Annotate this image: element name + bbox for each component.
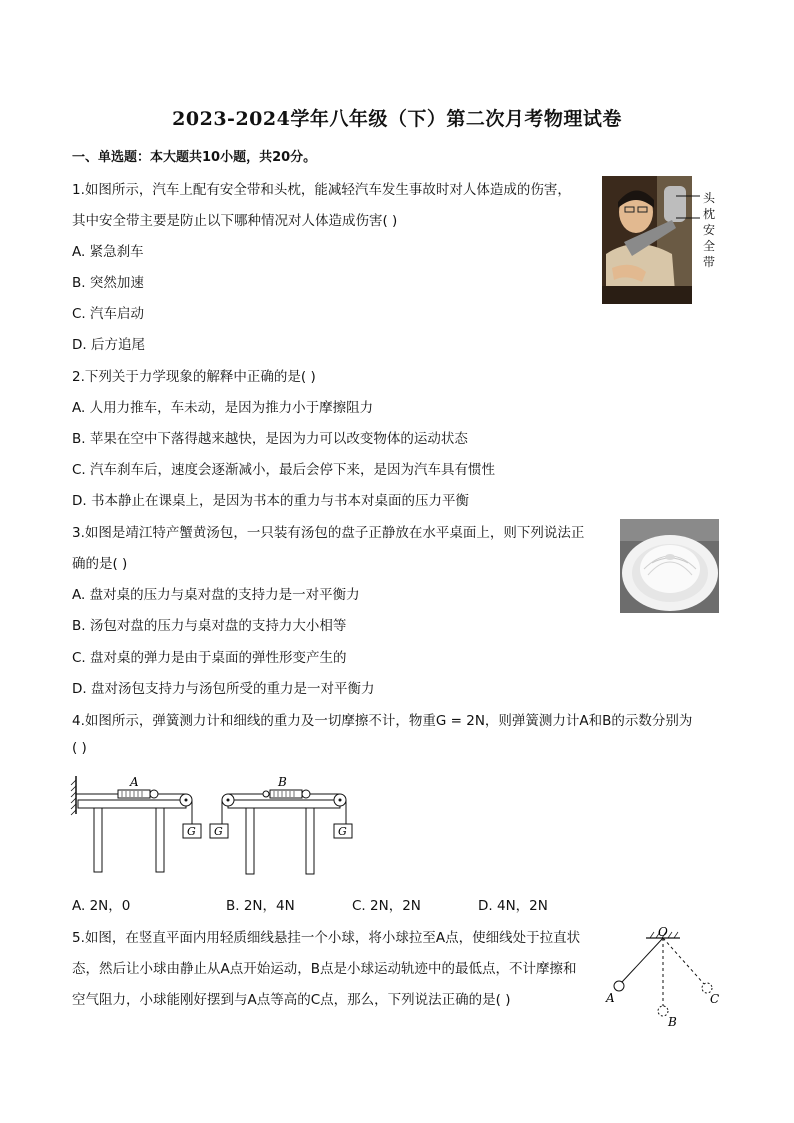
q1-stem-line2: 其中安全带主要是防止以下哪种情况对人体造成伤害( ): [72, 213, 398, 229]
q3-stem-line2: 确的是( ): [72, 556, 128, 572]
q4-option-a: A. 2N，0: [72, 898, 131, 914]
q3-option-a: A. 盘对桌的压力与桌对盘的支持力是一对平衡力: [72, 587, 360, 603]
q1-option-a: A. 紧急刹车: [72, 244, 144, 260]
weight-label-mid: G: [214, 825, 223, 838]
label-tou: 头: [703, 191, 716, 205]
q2-option-d: D. 书本静止在课桌上，是因为书本的重力与书本对桌面的压力平衡: [72, 493, 469, 509]
q5-stem-line3: 空气阻力，小球能刚好摆到与A点等高的C点，那么，下列说法正确的是( ): [72, 992, 511, 1008]
label-zhen: 枕: [703, 207, 716, 221]
q4-stem-line2: ( ): [72, 740, 87, 756]
q2-option-b: B. 苹果在空中下落得越来越快，是因为力可以改变物体的运动状态: [72, 431, 468, 447]
label-an: 安: [703, 223, 716, 237]
section-heading: 一、单选题：本大题共10小题，共20分。: [72, 150, 317, 165]
q5-stem-line2: 态，然后让小球由静止从A点开始运动，B点是小球运动轨迹中的最低点，不计摩擦和: [72, 961, 577, 977]
q1-option-b: B. 突然加速: [72, 275, 144, 291]
q1-option-d: D. 后方追尾: [72, 337, 145, 353]
q3-stem-line1: 3.如图是靖江特产蟹黄汤包，一只装有汤包的盘子正静放在水平桌面上，则下列说法正: [72, 525, 585, 541]
weight-label-left: G: [187, 825, 196, 838]
q4-stem-line1: 4.如图所示，弹簧测力计和细线的重力及一切摩擦不计，物重G = 2N，则弹簧测力计A和B的示数分别为: [72, 713, 693, 729]
q1-stem-line1: 1.如图所示，汽车上配有安全带和头枕，能减轻汽车发生事故时对人体造成的伤害，: [72, 182, 571, 198]
weight-label-right: G: [338, 825, 347, 838]
q3-option-d: D. 盘对汤包支持力与汤包所受的重力是一对平衡力: [72, 681, 375, 697]
q1-figure-labels: [703, 190, 717, 270]
point-label-c: C: [710, 992, 720, 1006]
q2-option-c: C. 汽车刹车后，速度会逐渐减小，最后会停下来，是因为汽车具有惯性: [72, 462, 496, 478]
q5-stem-line1: 5.如图，在竖直平面内用轻质细线悬挂一个小球，将小球拉至A点，使细线处于拉直状: [72, 930, 581, 946]
point-label-o: O: [658, 925, 668, 939]
label-dai: 带: [703, 255, 716, 269]
q3-option-b: B. 汤包对盘的压力与桌对盘的支持力大小相等: [72, 618, 347, 634]
q4-option-d: D. 4N，2N: [478, 898, 548, 914]
soup-dumpling-photo: [620, 519, 719, 613]
spring-scale-diagram: [68, 770, 368, 882]
q3-option-c: C. 盘对桌的弹力是由于桌面的弹性形变产生的: [72, 650, 347, 666]
scale-label-b: B: [278, 775, 287, 789]
q1-option-c: C. 汽车启动: [72, 306, 145, 322]
page-title: 2023-2024学年八年级（下）第二次月考物理试卷: [172, 108, 622, 130]
point-label-b: B: [668, 1015, 677, 1029]
q2-stem: 2.下列关于力学现象的解释中正确的是( ): [72, 369, 316, 385]
pendulum-diagram: [600, 922, 724, 1030]
point-label-a: A: [606, 991, 615, 1005]
q1-pointer-lines: [676, 188, 706, 224]
q2-option-a: A. 人用力推车，车未动，是因为推力小于摩擦阻力: [72, 400, 374, 416]
q4-option-b: B. 2N，4N: [226, 898, 295, 914]
label-quan: 全: [703, 239, 716, 253]
q4-option-c: C. 2N，2N: [352, 898, 421, 914]
scale-label-a: A: [130, 775, 139, 789]
